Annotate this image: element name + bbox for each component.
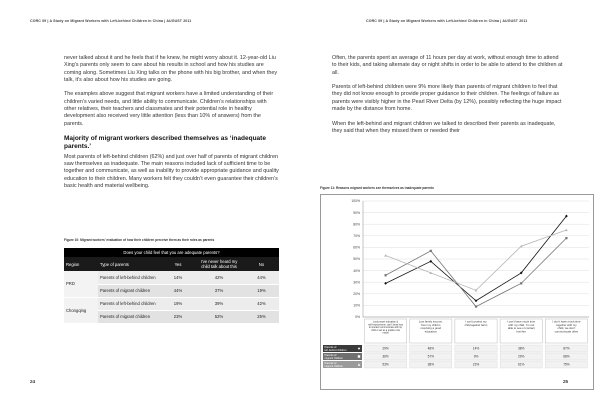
data-label: 29% [518, 354, 525, 359]
data-label: 23% [472, 362, 480, 367]
left-paragraph-2: The examples above suggest that migrant workers have a limited understanding of their children’s varied needs, and little ability to communicate. Children’s relationships with other relatives, their teachers and classmates and their potential role in healthy development also received very little attention (less than 10% of answers) from the parents. [64, 91, 274, 127]
y-tick-label: 50% [353, 257, 360, 262]
right-body [332, 55, 564, 143]
x-category-label: Lack proper education & self-improvement, don’t know how to interact/ communicate with my child or act as a positive role model [368, 321, 403, 335]
yes-cell: 14% [162, 271, 194, 284]
type-cell: Parents of left-behind children [98, 271, 162, 284]
col-header-type: Type of parents [98, 257, 162, 271]
data-label: 9% [473, 354, 479, 359]
no-cell: 25% [244, 310, 279, 323]
col-header-region: Region [64, 257, 98, 271]
reasons-line-chart [321, 195, 595, 391]
y-tick-label: 60% [353, 245, 360, 250]
series-line [386, 230, 567, 290]
page-number-left: 24 [30, 379, 36, 384]
table-row [64, 297, 279, 310]
data-label: 29% [382, 346, 389, 351]
data-label: 48% [427, 346, 434, 351]
running-header-right: CORC 09 | A Study on Migrant Workers with Left-behind Children in China | AUGUST 2011 [366, 19, 528, 23]
data-label: 14% [472, 346, 480, 351]
data-label: 75% [563, 362, 570, 367]
right-paragraph-3: When the left-behind and migrant children we talked to described their parents as inadequate, they said that when they missed them or needed their [332, 120, 556, 134]
region-cell: PRD [64, 271, 98, 297]
left-paragraph-1: never talked about it and he feels that if he knew, he might worry about it. 12-year-old Liu Xing’s parents only seem to care about his results in school and how his studies are coming along. Sometimes Liu Xing talks on the phone with his big brother, and when they talk, it’s also about how his studies are going. [64, 55, 278, 83]
x-category-label: Low family income, from my child is receiving a good education [418, 319, 443, 334]
data-point [384, 274, 386, 276]
y-tick-label: 0% [355, 315, 360, 320]
x-category-label: I can’t protect my child against harm [464, 319, 488, 327]
chart-caption: Figure 11: Reasons migrant workers see themselves as inadequate parents [320, 186, 434, 190]
type-cell: Parents of migrant children [98, 284, 162, 297]
data-label: 87% [563, 346, 570, 351]
running-header-left: CORC 09 | A Study on Migrant Workers with Left-behind Children in China | AUGUST 2011 [30, 19, 192, 23]
chart-frame [320, 194, 594, 390]
legend-entry: Parents of migrant children [324, 354, 343, 360]
never-cell: 39% [194, 297, 244, 310]
never-cell: 42% [194, 271, 244, 284]
x-category-label: I don’t have much time together with my child, we don’t communicate often [552, 319, 581, 334]
type-cell: Parents of left-behind children [98, 297, 162, 310]
no-cell: 44% [244, 271, 279, 284]
col-header-yes: Yes [162, 257, 194, 271]
data-label: 57% [427, 354, 434, 359]
col-header-never: I’ve never heard my child talk about this [194, 257, 244, 271]
data-label: 61% [518, 362, 525, 367]
data-point [565, 229, 568, 232]
no-cell: 42% [244, 297, 279, 310]
never-cell: 52% [194, 310, 244, 323]
data-point [475, 305, 477, 307]
data-label: 68% [563, 354, 570, 359]
series-line [386, 238, 567, 306]
left-body [64, 55, 279, 197]
right-paragraph-1: Often, the parents spent an average of 11 hours per day at work, without enough time to attend to their kids, and taking alternate day or night shifts in order to be able to attend to the children at all. [332, 55, 563, 76]
legend-entry: Parents of left-behind children [324, 346, 347, 352]
y-tick-label: 20% [353, 292, 360, 296]
data-label: 38% [518, 346, 525, 351]
page-number-right: 25 [563, 379, 569, 384]
yes-cell: 19% [162, 297, 194, 310]
never-cell: 37% [194, 284, 244, 297]
table-row [64, 271, 279, 284]
table-caption: Figure 10: Migrant workers’ evaluation of how their children perceive them as their roles as parents [64, 238, 215, 242]
data-point [384, 254, 387, 257]
data-label: 53% [382, 362, 389, 367]
y-tick-label: 80% [353, 222, 360, 227]
left-paragraph-3: Most parents of left-behind children (62%) and just over half of parents of migrant children saw themselves as inadequate. The main reasons included lack of sufficient time to be together and communicate, as well as inability to provide appropriate guidance and quality education to their children. Many workers felt they couldn’t even guarantee their children’s basic health and material wellbeing. [64, 153, 279, 189]
y-tick-label: 30% [353, 280, 360, 285]
y-tick-label: 100% [351, 199, 360, 204]
right-paragraph-2: Parents of left-behind children were 9% more likely than parents of migrant children to feel that they did not know enough to provide proper guidance to their children. The feelings of failure as parents were visibly higher in the Pearl River Delta (by 12%), possibly reflecting the huge impact made by the distance from home. [332, 84, 562, 113]
no-cell: 19% [244, 284, 279, 297]
legend-entry: Parents of migrant children [324, 362, 343, 368]
data-point [565, 237, 567, 239]
data-point [520, 282, 522, 284]
data-label: 36% [382, 354, 389, 359]
data-point [430, 250, 432, 252]
y-tick-label: 10% [353, 303, 360, 308]
y-tick-label: 90% [353, 210, 360, 215]
type-cell: Parents of migrant children [98, 310, 162, 323]
region-cell: Chongqing [64, 297, 98, 323]
yes-cell: 44% [162, 284, 194, 297]
data-label: 38% [427, 362, 434, 367]
series-line [386, 216, 567, 301]
legend-marker [358, 355, 360, 357]
adequacy-table [64, 248, 279, 324]
right-page [300, 0, 600, 407]
y-tick-label: 70% [353, 234, 360, 238]
table-question: Does your child feel that you are adequate parents? [64, 248, 279, 257]
yes-cell: 23% [162, 310, 194, 323]
y-tick-label: 40% [353, 268, 360, 273]
x-category-label: I can’t have much time with my child, I’m not able to see or contact him/her [507, 319, 536, 334]
section-heading: Majority of migrant workers described themselves as ‘inadequate parents.’ [64, 135, 266, 151]
col-header-no: No [244, 257, 279, 271]
